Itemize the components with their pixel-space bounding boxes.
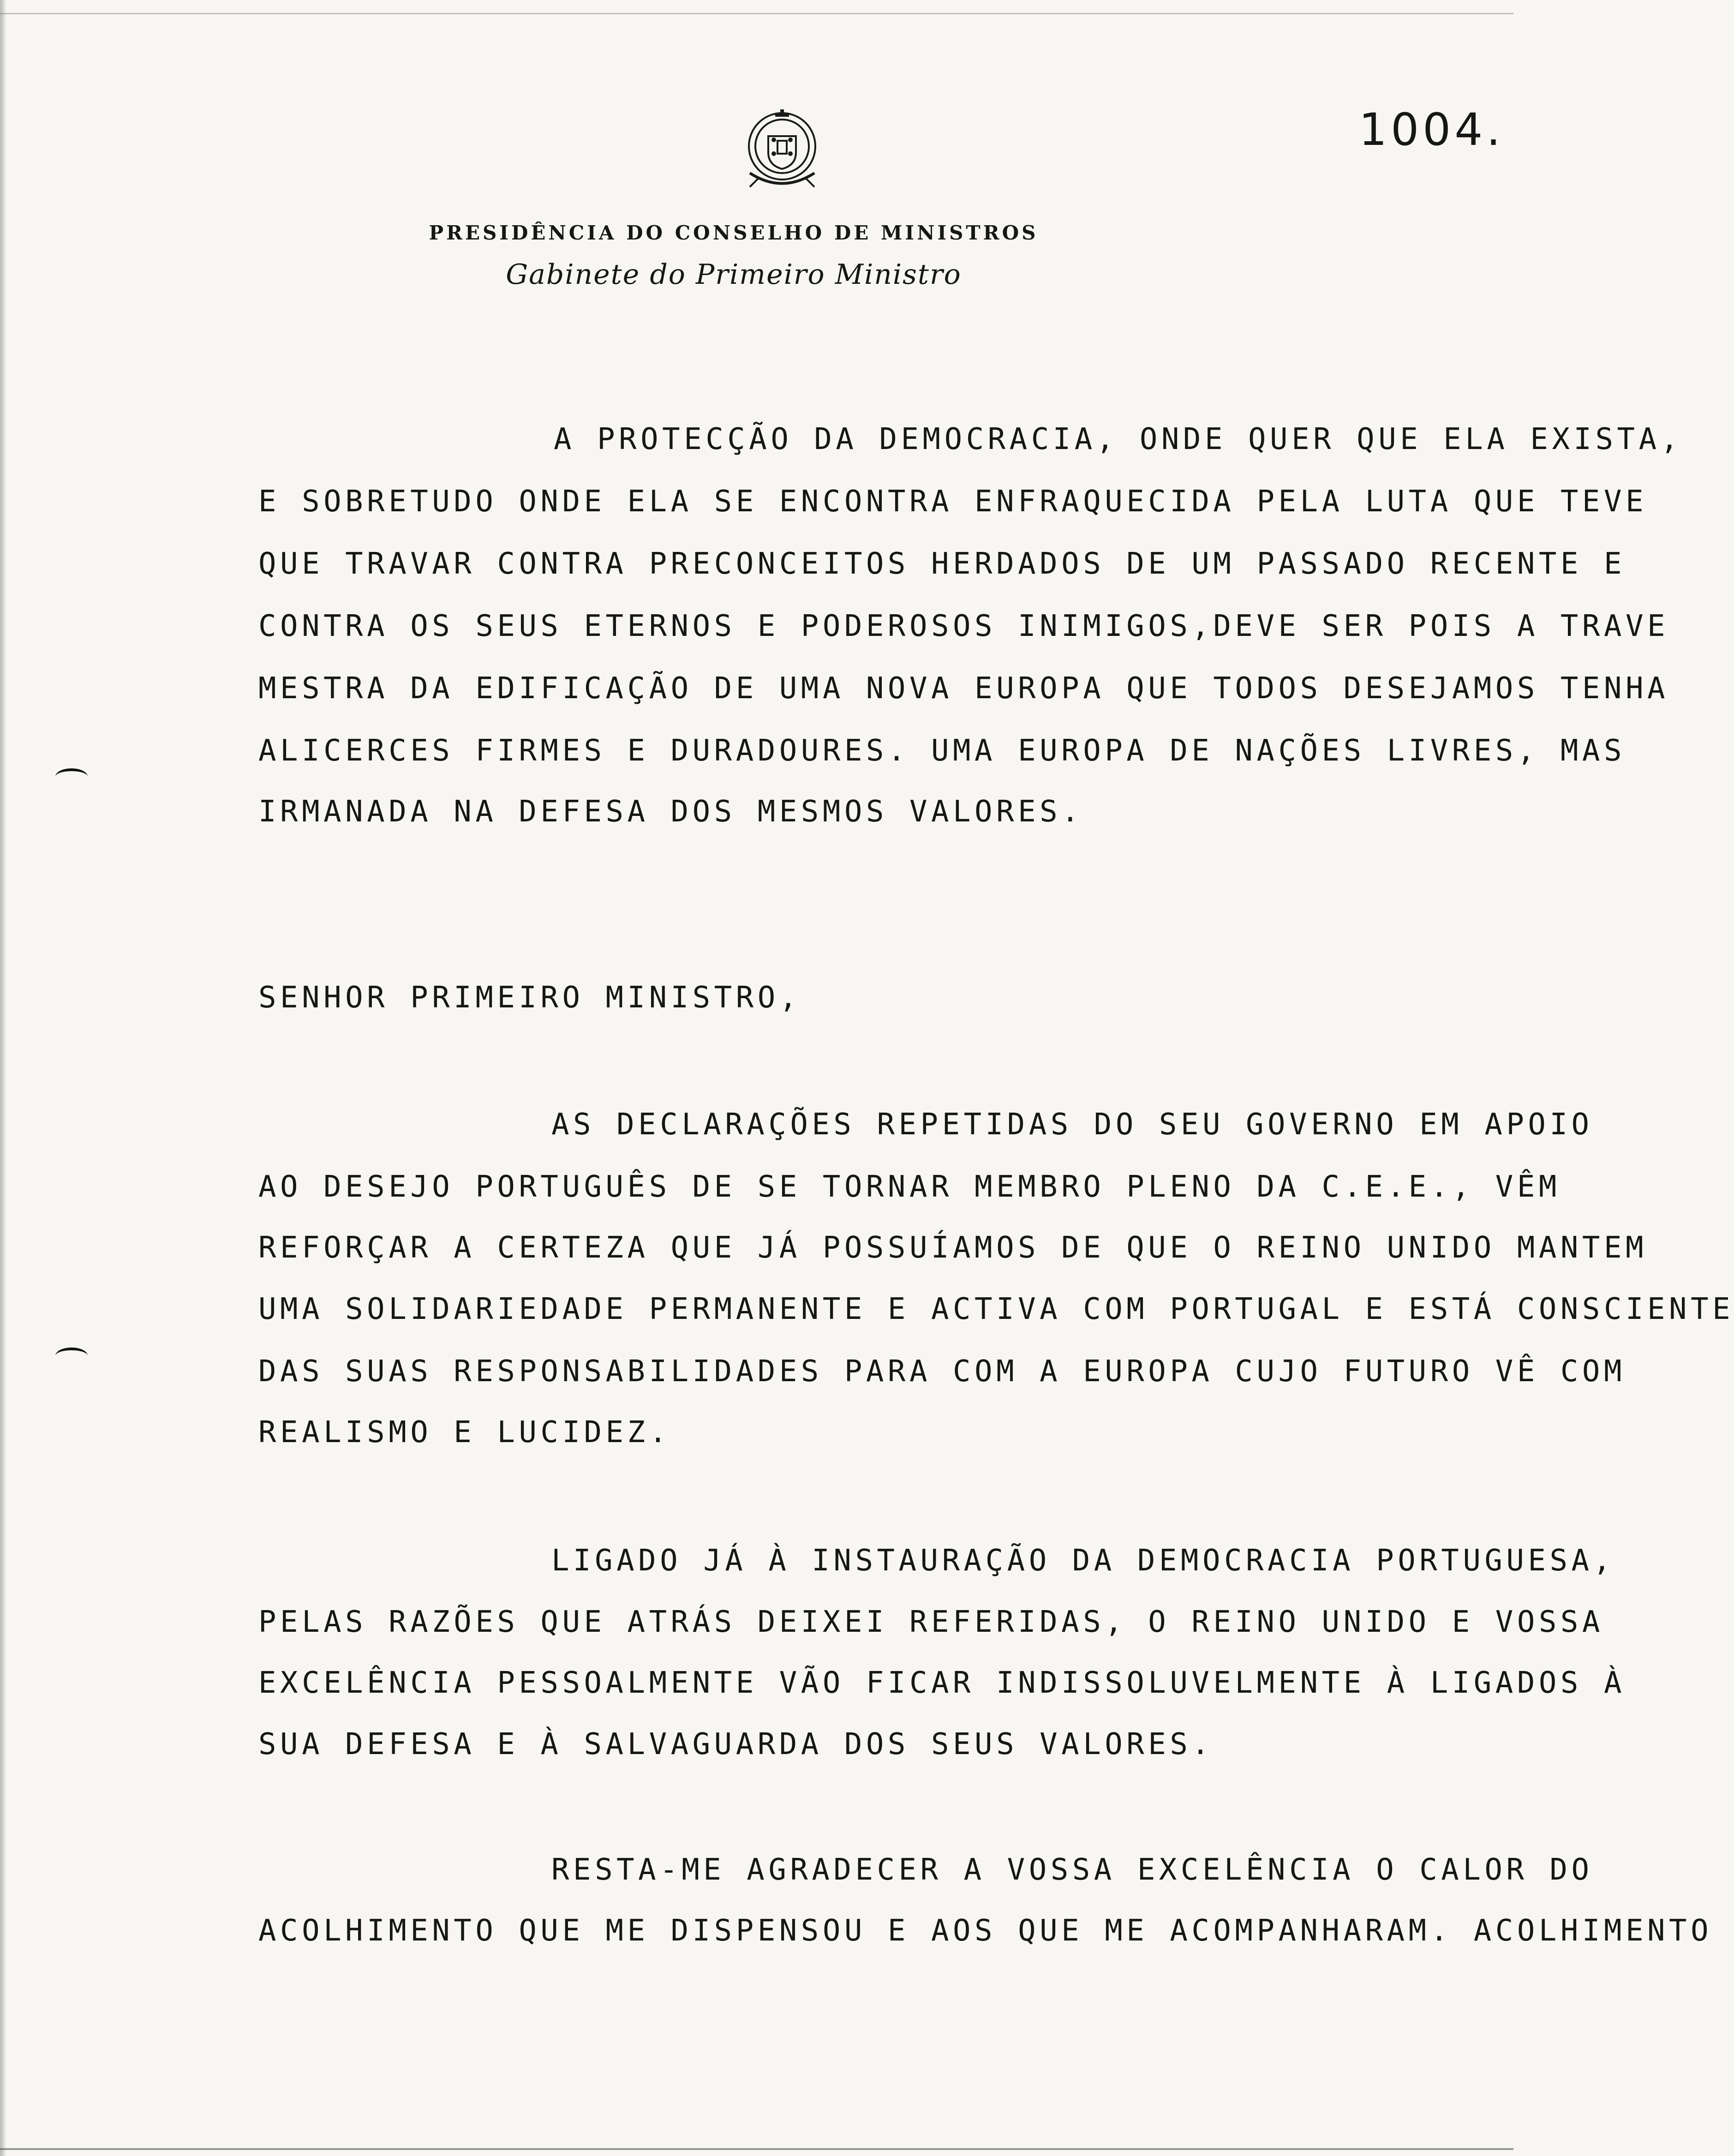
body-line: SUA DEFESA E À SALVAGUARDA DOS SEUS VALORES.	[258, 1727, 1214, 1761]
body-line: MESTRA DA EDIFICAÇÃO DE UMA NOVA EUROPA QUE TODOS DESEJAMOS TENHA	[258, 671, 1669, 706]
body-line: REFORÇAR A CERTEZA QUE JÁ POSSUÍAMOS DE QUE O REINO UNIDO MANTEM	[258, 1231, 1647, 1265]
scan-bottom-edge	[0, 2148, 1513, 2150]
body-line: E SOBRETUDO ONDE ELA SE ENCONTRA ENFRAQUECIDA PELA LUTA QUE TEVE	[258, 485, 1647, 519]
body-line: AO DESEJO PORTUGUÊS DE SE TORNAR MEMBRO PLENO DA C.E.E., VÊM	[258, 1170, 1561, 1204]
body-line: DAS SUAS RESPONSABILIDADES PARA COM A EUROPA CUJO FUTURO VÊ COM	[258, 1354, 1626, 1389]
body-line: RESTA-ME AGRADECER A VOSSA EXCELÊNCIA O CALOR DO	[551, 1853, 1593, 1887]
body-line: UMA SOLIDARIEDADE PERMANENTE E ACTIVA COM PORTUGAL E ESTÁ CONSCIENTE	[258, 1292, 1734, 1326]
body-line: QUE TRAVAR CONTRA PRECONCEITOS HERDADOS DE UM PASSADO RECENTE E	[258, 547, 1626, 581]
header-title: PRESIDÊNCIA DO CONSELHO DE MINISTROS	[429, 222, 1039, 244]
body-line: EXCELÊNCIA PESSOALMENTE VÃO FICAR INDISSOLUVELMENTE À LIGADOS À	[258, 1666, 1626, 1700]
body-line: PELAS RAZÕES QUE ATRÁS DEIXEI REFERIDAS, O REINO UNIDO E VOSSA	[258, 1605, 1604, 1639]
body-line: ACOLHIMENTO QUE ME DISPENSOU E AOS QUE ME ACOMPANHARAM. ACOLHIMENTO	[258, 1914, 1713, 1948]
coat-of-arms-icon	[731, 104, 833, 196]
page-number: 1004.	[1359, 104, 1504, 156]
salutation: SENHOR PRIMEIRO MINISTRO,	[258, 981, 801, 1015]
body-line: CONTRA OS SEUS ETERNOS E PODEROSOS INIMIGOS,DEVE SER POIS A TRAVE	[258, 609, 1669, 643]
body-line: AS DECLARAÇÕES REPETIDAS DO SEU GOVERNO EM APOIO	[551, 1108, 1593, 1142]
body-line: IRMANADA NA DEFESA DOS MESMOS VALORES.	[258, 795, 1083, 829]
body-line: A PROTECÇÃO DA DEMOCRACIA, ONDE QUER QUE ELA EXISTA,	[554, 422, 1682, 456]
body-line: REALISMO E LUCIDEZ.	[258, 1415, 671, 1449]
margin-mark	[55, 768, 88, 785]
body-line: LIGADO JÁ À INSTAURAÇÃO DA DEMOCRACIA PORTUGUESA,	[551, 1544, 1615, 1578]
scan-top-edge	[0, 13, 1513, 14]
header-subtitle: Gabinete do Primeiro Ministro	[506, 258, 962, 291]
scan-left-edge	[0, 0, 6, 2156]
body-line: ALICERCES FIRMES E DURADOURES. UMA EUROPA DE NAÇÕES LIVRES, MAS	[258, 734, 1626, 768]
margin-mark	[55, 1348, 88, 1364]
